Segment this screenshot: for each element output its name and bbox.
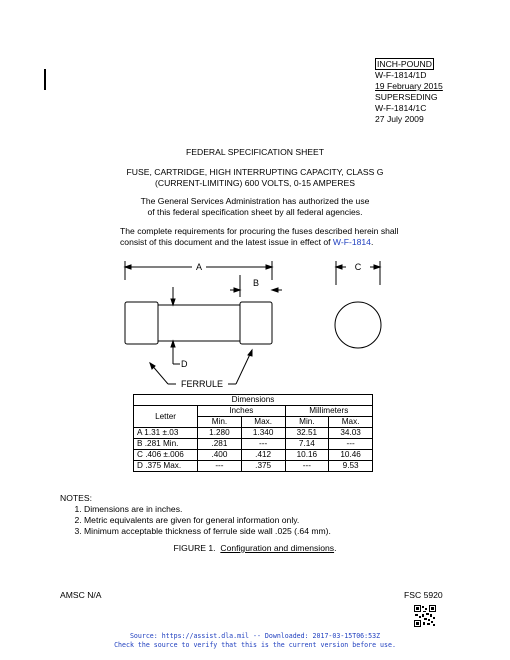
row-letter: D .375 Max. <box>134 461 198 472</box>
inches-max-header: Max. <box>241 417 285 428</box>
row-mm-min: 7.14 <box>285 439 329 450</box>
notes-heading: NOTES: <box>60 493 92 503</box>
authorization-line-2: of this federal specification sheet by all federal agencies. <box>147 207 363 217</box>
authorization-line-1: The General Services Administration has authorized the use <box>140 196 370 206</box>
doc-date: 19 February 2015 <box>375 81 443 91</box>
row-in-max: .375 <box>241 461 285 472</box>
row-letter: A 1.31 ±.03 <box>134 428 198 439</box>
download-footer <box>0 632 510 649</box>
page-title: FEDERAL SPECIFICATION SHEET <box>186 147 324 157</box>
inch-pound-label: INCH-POUND <box>377 59 432 69</box>
row-in-min: .281 <box>198 439 242 450</box>
mm-min-header: Min. <box>285 417 329 428</box>
letter-header: Letter <box>134 406 198 428</box>
figure-title: Configuration and dimensions <box>220 543 335 553</box>
table-row <box>134 428 373 439</box>
note-item: 3. Minimum acceptable thickness of ferrule side wall .025 (.64 mm). <box>84 526 331 537</box>
requirements-text: The complete requirements for procuring the fuses described herein shall consist of this document and the latest issue in effect of <box>120 226 399 247</box>
requirements-end: . <box>370 237 374 247</box>
table-row <box>134 450 373 461</box>
table-caption: Dimensions <box>134 395 373 406</box>
notes-section <box>60 493 331 537</box>
verify-line: Check the source to verify that this is the current version before use. <box>114 640 396 649</box>
figure-caption <box>0 543 510 553</box>
label-a: A <box>195 262 203 272</box>
mm-header: Millimeters <box>285 406 373 417</box>
amsc-label: AMSC N/A <box>60 590 102 600</box>
row-letter: C .406 ±.006 <box>134 450 198 461</box>
mm-max-header: Max. <box>329 417 373 428</box>
superseded-doc: W-F-1814/1C <box>375 103 427 113</box>
source-line: Source: https://assist.dla.mil -- Downloaded: 2017-03-15T06:53Z <box>129 632 381 640</box>
row-in-min: 1.280 <box>198 428 242 439</box>
table-row <box>134 439 373 450</box>
row-letter: B .281 Min. <box>134 439 198 450</box>
row-mm-min: --- <box>285 461 329 472</box>
inches-min-header: Min. <box>198 417 242 428</box>
row-mm-min: 10.16 <box>285 450 329 461</box>
superseding-label: SUPERSEDING <box>375 92 438 102</box>
row-in-max: 1.340 <box>241 428 285 439</box>
qr-code-icon <box>414 605 436 627</box>
label-ferrule: FERRULE <box>180 379 224 389</box>
subtitle-line-2: (CURRENT-LIMITING) 600 VOLTS, 0-15 AMPERES <box>155 178 355 188</box>
row-mm-max: 9.53 <box>329 461 373 472</box>
figure-suffix: . <box>334 543 337 553</box>
fsc-label: FSC 5920 <box>404 590 443 600</box>
row-mm-max: 10.46 <box>329 450 373 461</box>
row-mm-min: 32.51 <box>285 428 329 439</box>
table-row <box>134 461 373 472</box>
note-item: 1. Dimensions are in inches. <box>84 504 331 515</box>
row-in-min: --- <box>198 461 242 472</box>
row-mm-max: 34.03 <box>329 428 373 439</box>
dimensions-table <box>133 394 373 472</box>
row-in-max: .412 <box>241 450 285 461</box>
label-d: D <box>181 359 188 369</box>
figure-prefix: FIGURE 1. <box>173 543 216 553</box>
row-in-min: .400 <box>198 450 242 461</box>
row-in-max: --- <box>241 439 285 450</box>
superseded-date: 27 July 2009 <box>375 114 424 124</box>
inches-header: Inches <box>198 406 285 417</box>
label-b: B <box>252 278 260 288</box>
spec-link[interactable]: W-F-1814 <box>332 237 371 247</box>
row-mm-max: --- <box>329 439 373 450</box>
subtitle-line-1: FUSE, CARTRIDGE, HIGH INTERRUPTING CAPACITY, CLASS G <box>126 167 384 177</box>
note-item: 2. Metric equivalents are given for general information only. <box>84 515 331 526</box>
label-c: C <box>354 262 362 272</box>
doc-number: W-F-1814/1D <box>375 70 427 80</box>
